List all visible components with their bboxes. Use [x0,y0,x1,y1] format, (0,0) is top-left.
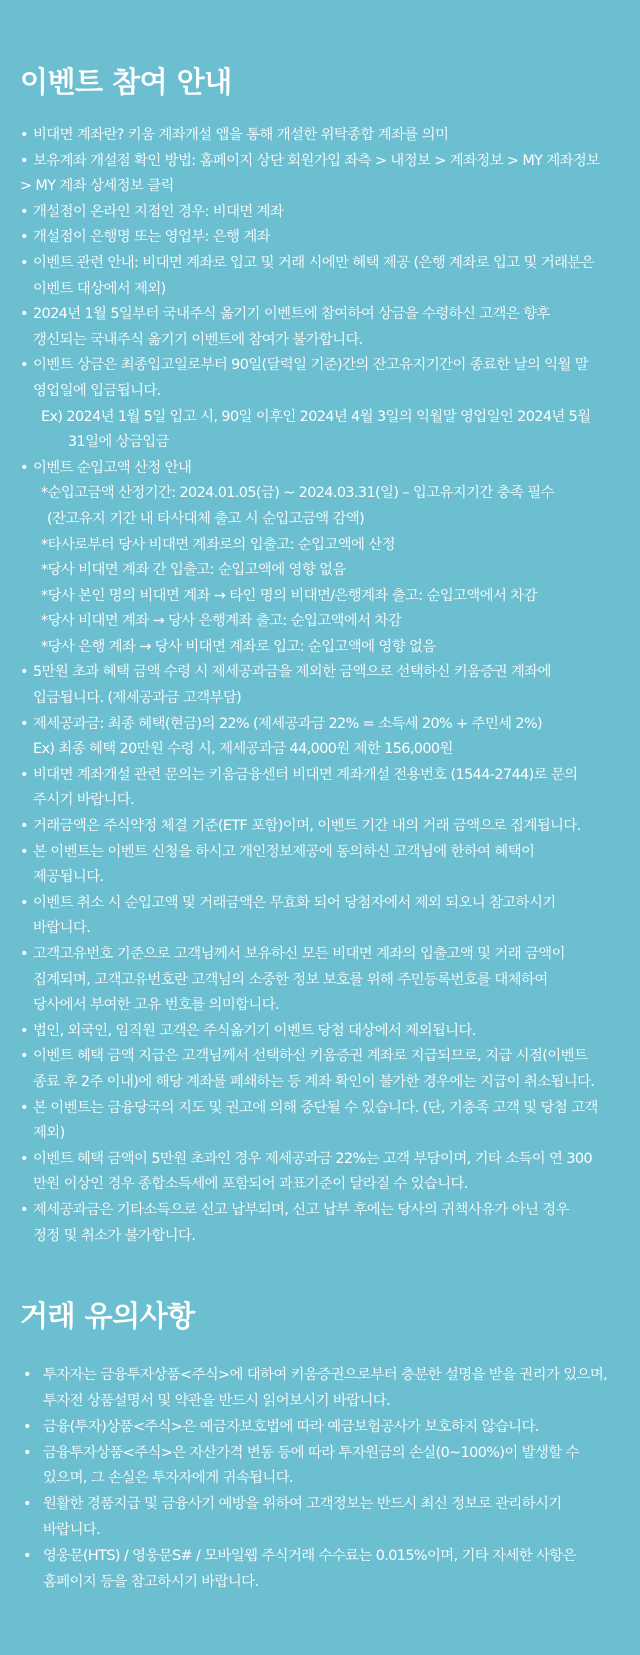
list-item-line: 제세공과금은 기타소득으로 신고 납부되며, 신고 납부 후에는 당사의 귀책사유가 아닌 경우 [33,1201,569,1218]
list-item-line: *당사 은행 계좌 → 당사 비대면 계좌로 입고: 순입고액에 영향 없음 [41,638,436,655]
list-item-line: 바랍니다. [33,920,91,937]
list-item-line: 법인, 외국인, 임직원 고객은 주식옮기기 이벤트 당첨 대상에서 제외됩니다. [33,1022,476,1039]
list-item [20,225,620,251]
bullet-icon: • [20,306,28,323]
list-item [20,891,620,942]
list-item-line: 제외) [33,1125,65,1142]
list-item [20,456,620,661]
list-item-line: 이벤트 관련 안내: 비대면 계좌로 입고 및 거래 시에만 혜택 제공 (은행 계좌로 입고 및 거래분은 [33,254,595,271]
list-item-line: 이벤트 상금은 최종입고일로부터 90일(달력일 기준)간의 잔고유지기간이 종료한 날의 익월 말 [33,357,589,374]
list-item-line: 이벤트 혜택 금액 지급은 고객님께서 선택하신 키움증권 계좌로 지급되므로, 지급 시점(이벤트 [33,1048,588,1065]
list-item-line: 입금됩니다. (제세공과금 고객부담) [33,690,242,707]
list-item [20,302,620,353]
list-item [20,1044,620,1095]
list-item [20,353,620,455]
bullet-icon: • [20,1099,28,1116]
list-item-line: 이벤트 혜택 금액이 5만원 초과인 경우 제세공과금 22%는 고객 부담이며, 기타 소득이 연 300 [33,1150,592,1167]
list-item-line: 5만원 초과 혜택 금액 수령 시 제세공과금을 제외한 금액으로 선택하신 키움증권 계좌에 [33,664,551,681]
list-item [20,1147,620,1198]
list-item [20,763,620,814]
bullet-icon: • [20,357,28,374]
list-item [20,200,620,226]
list-item [20,1441,620,1493]
list-item-line: 영웅문(HTS) / 영웅문S# / 모바일웹 주식거래 수수료는 0.015%이며, 기타 자세한 사항은 [43,1547,576,1564]
list-item [20,1096,620,1147]
list-item-line: 당사에서 부여한 고유 번호를 의미합니다. [33,997,279,1014]
list-item-line: 정정 및 취소가 불가합니다. [33,1227,196,1244]
bullet-icon: • [20,152,28,169]
event-participation-title: 이벤트 참여 안내 [20,65,232,99]
list-item [20,1415,620,1441]
list-item-line: 투자전 상품설명서 및 약관을 반드시 읽어보시기 바랍니다. [43,1392,391,1409]
list-item-line: 투자자는 금융투자상품<주식>에 대하여 키움증권으로부터 충분한 설명을 받을 권리가 있으며, [43,1367,608,1384]
list-item-line: 영업일에 입금됩니다. [33,382,161,399]
list-item-line: 본 이벤트는 이벤트 신청을 하시고 개인정보제공에 동의하신 고객님에 한하여 혜택이 [33,843,535,860]
list-item-line: 2024년 1월 5일부터 국내주식 옮기기 이벤트에 참여하여 상금을 수령하신 고객은 향후 [33,306,550,323]
list-item [20,840,620,891]
trading-caution-title: 거래 유의사항 [20,1299,195,1334]
bullet-icon: • [20,127,28,143]
bullet-icon: • [20,203,28,220]
list-item-line: 집계되며, 고객고유번호란 고객님의 소중한 정보 보호를 위해 주민등록번호를 대체하여 [33,971,548,988]
list-item [20,814,620,840]
list-item [20,149,620,200]
list-item-line: Ex) 최종 혜택 20만원 수령 시, 제세공과금 44,000원 제한 156,000원 [33,741,453,758]
list-item-line: 이벤트 취소 시 순입고액 및 거래금액은 무효화 되어 당첨자에서 제외 되오니 참고하시기 [33,894,556,911]
list-item-line: 비대면 계좌란? 키움 계좌개설 앱을 통해 개설한 위탁종합 계좌를 의미 [33,127,449,143]
list-item-line: 홈페이지 등을 참고하시기 바랍니다. [43,1573,259,1590]
list-item-line: 바랍니다. [43,1521,101,1538]
bullet-icon: • [20,1048,28,1065]
bullet-icon: • [20,664,28,681]
list-item-line: *당사 비대면 계좌 간 입출고: 순입고액에 영향 없음 [41,562,346,579]
bullet-icon: • [20,1022,28,1039]
list-item-line: 비대면 계좌개설 관련 문의는 키움금융센터 비대면 계좌개설 전용번호 (1544-2744)로 문의 [33,766,578,783]
bullet-icon: • [23,1547,31,1564]
bullet-icon: • [20,229,28,246]
list-item [20,942,620,1019]
bullet-icon: • [20,946,28,962]
bullet-icon: • [20,766,28,783]
trading-caution-list [20,1363,620,1595]
list-item-line: 갱신되는 국내주식 옮기기 이벤트에 참여가 불가합니다. [33,331,363,348]
list-item [20,712,620,763]
list-item [20,123,620,149]
bullet-icon: • [20,459,28,476]
list-item [20,1544,620,1596]
list-item-line: *당사 본인 명의 비대면 계좌 → 타인 명의 비대면/은행계좌 출고: 순입고액에서 차감 [41,587,537,604]
list-item-line: 만원 이상인 경우 종합소득세에 포함되어 과표기준이 달라질 수 있습니다. [33,1176,468,1193]
list-item-line: 31일에 상금입금 [68,434,169,451]
list-item-line: 본 이벤트는 금융당국의 지도 및 권고에 의해 중단될 수 있습니다. (단, 기충족 고객 및 당첨 고객 [33,1099,598,1116]
bullet-icon: • [23,1444,31,1461]
list-item [20,251,620,302]
list-item-line: 있으며, 그 손실은 투자자에게 귀속됩니다. [43,1470,293,1487]
list-item-line: 원활한 경품지급 및 금융사기 예방을 위하여 고객정보는 반드시 최신 정보로 관리하시기 [43,1496,562,1513]
list-item [20,1019,620,1045]
bullet-icon: • [20,254,28,271]
list-item-line: 주시기 바랍니다. [33,792,135,809]
list-item-line: 보유계좌 개설점 확인 방법: 홈페이지 상단 회원가입 좌측 > 내정보 > 계좌정보 > MY 계좌정보 [33,152,600,169]
list-item-line: *타사로부터 당사 비대면 계좌로의 입출고: 순입고액에 산정 [41,536,395,553]
bullet-icon: • [23,1418,31,1435]
list-item-line: 이벤트 대상에서 제외) [33,280,166,297]
list-item-line: 개설점이 은행명 또는 영업부: 은행 계좌 [33,229,270,246]
bullet-icon: • [20,818,28,835]
bullet-icon: • [20,1201,28,1218]
bullet-icon: • [20,894,28,911]
list-item-line: 개설점이 온라인 지점인 경우: 비대면 계좌 [33,203,284,220]
list-item-line: *당사 비대면 계좌 → 당사 은행계좌 출고: 순입고액에서 차감 [41,613,402,630]
list-item [20,1492,620,1544]
list-item-line: 금융투자상품<주식>은 자산가격 변동 등에 따라 투자원금의 손실(0~100%)이 발생할 수 [43,1444,579,1461]
list-item-line: > MY 계좌 상세정보 클릭 [20,178,174,195]
list-item-line: *순입고금액 산정기간: 2024.01.05(금) ~ 2024.03.31(일) – 입고유지기간 충족 필수 [41,485,554,502]
event-notice-list [20,123,620,1249]
bullet-icon: • [20,1150,28,1167]
bullet-icon: • [23,1496,31,1513]
bullet-icon: • [20,843,28,860]
list-item-line: 이벤트 순입고액 산정 안내 [33,459,192,476]
list-item-line: 고객고유번호 기준으로 고객님께서 보유하신 모든 비대면 계좌의 입출고액 및 거래 금액이 [33,946,565,962]
list-item-line: 거래금액은 주식약정 체결 기준(ETF 포함)이며, 이벤트 기간 내의 거래 금액으로 집계됩니다. [33,818,581,835]
bullet-icon: • [23,1367,31,1384]
list-item-line: Ex) 2024년 1월 5일 입고 시, 90일 이후인 2024년 4월 3일의 익월말 영업일인 2024년 5월 [41,408,591,425]
list-item-line: 제공됩니다. [33,869,104,886]
list-item-line: 종료 후 2주 이내)에 해당 계좌를 폐쇄하는 등 계좌 확인이 불가한 경우에는 지급이 취소됩니다. [33,1073,595,1090]
list-item-line: (잔고유지 기간 내 타사대체 출고 시 순입고금액 감액) [47,510,365,527]
list-item [20,660,620,711]
list-item-line: 금융(투자)상품<주식>은 예금자보호법에 따라 예금보험공사가 보호하지 않습니다. [43,1418,539,1435]
bullet-icon: • [20,715,28,732]
list-item-line: 제세공과금: 최종 혜택(현금)의 22% (제세공과금 22% = 소득세 20% + 주민세 2%) [33,715,543,732]
list-item [20,1363,620,1415]
list-item [20,1198,620,1249]
